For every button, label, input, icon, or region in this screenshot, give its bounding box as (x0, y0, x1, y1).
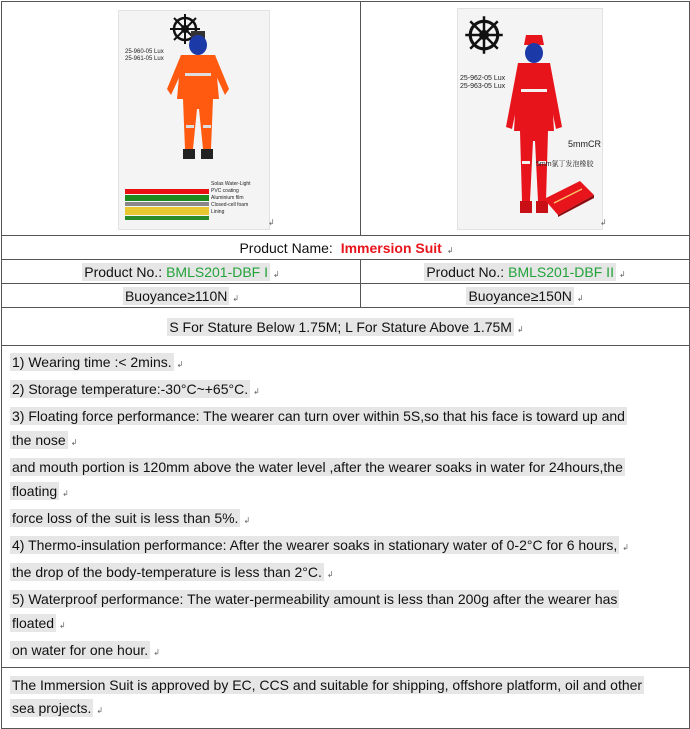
ship-wheel-logo-right (464, 15, 504, 55)
product-photo-left (118, 10, 270, 230)
material-callout-bottom: 5mm氯丁发泡橡胶 (536, 161, 594, 168)
neoprene-sample (542, 177, 596, 217)
spec-line: floating (12, 483, 58, 499)
spec-line: 5) Waterproof performance: The water-permeability amount is less than 200g after the wearer has (12, 591, 618, 607)
buoyancy-cell-2: Buoyance≥150N ↲ (361, 284, 690, 308)
product-spec-table (1, 1, 690, 729)
product-no-label-1: Product No.: (84, 263, 163, 280)
specs-cell: 1) Wearing time :< 2mins. ↲ 2) Storage temperature:-30°C~+65°C. ↲ 3) Floating force performance: The wearer can turn over within 5S,so that his face is toward up and the nose ↲ and mouth portion is 120mm above the water level ,after the wearer soaks in water for 24hours,the floating ↲ force loss of the suit is less than 5%. ↲ 4) Thermo-insulation performance: After the wearer soaks in stationary water of 0-2°C for 6 hours, ↲ the drop of the body-temperature is less than 2°C. ↲ 5) Waterproof performance: The water-permeability amount is less than 200g after the wearer has floated ↲ on water for one hour. ↲ (2, 346, 690, 668)
spec-line: on water for one hour. (12, 642, 149, 658)
product-name-value: Immersion Suit (340, 239, 442, 256)
image-cell-right (361, 2, 690, 236)
spec-line: 4) Thermo-insulation performance: After the wearer soaks in stationary water of 0-2°C for 6 hours, (12, 537, 618, 553)
product-name-label: Product Name: (239, 239, 333, 256)
product-no-value-1: BMLS201-DBF I (166, 263, 269, 280)
stature-text: S For Stature Below 1.75M; L For Stature Above 1.75M (169, 318, 512, 335)
spec-line: the nose (12, 432, 66, 448)
fabric-layers-swatch (125, 187, 209, 221)
product-photo-right (457, 8, 603, 230)
product-no-value-2: BMLS201-DBF II (508, 263, 614, 280)
buoyancy-value-2: Buoyance≥150N (468, 287, 572, 304)
spec-line: the drop of the body-temperature is less than 2°C. (12, 564, 322, 580)
model-label-right-2: 25-963-05 Lux (460, 83, 506, 90)
approval-line-1: The Immersion Suit is approved by EC, CCS and suitable for shipping, offshore platform, oil and other (12, 677, 643, 693)
model-label-left-1: 25-960-05 Lux (125, 49, 164, 55)
spec-line: force loss of the suit is less than 5%. (12, 510, 239, 526)
layer-label-2: PVC coating (211, 188, 239, 194)
approval-line-2: sea projects. (12, 700, 92, 716)
stature-row: S For Stature Below 1.75M; L For Stature Above 1.75M ↲ (2, 308, 690, 346)
orange-immersion-suit-figure (163, 29, 233, 179)
material-callout-top: 5mmCR (568, 139, 601, 149)
paragraph-mark: ↲ (600, 218, 607, 227)
spec-line: and mouth portion is 120mm above the water level ,after the wearer soaks in water for 24hours,the (12, 459, 623, 475)
spec-line: floated (12, 615, 55, 631)
image-cell-left (2, 2, 361, 236)
buoyancy-value-1: Buoyance≥110N (124, 287, 228, 304)
paragraph-mark: ↲ (268, 218, 275, 227)
approval-cell: The Immersion Suit is approved by EC, CCS and suitable for shipping, offshore platform, oil and other sea projects. ↲ (2, 668, 690, 729)
layer-label-3: Aluminium film (211, 195, 244, 201)
spec-line: 1) Wearing time :< 2mins. (12, 354, 172, 370)
layer-label-1: Solas Water-Light (211, 181, 251, 187)
model-label-right-1: 25-962-05 Lux (460, 75, 506, 82)
spec-line: 2) Storage temperature:-30°C~+65°C. (12, 381, 249, 397)
product-no-cell-1: Product No.: BMLS201-DBF I ↲ (2, 260, 361, 284)
layer-label-4: Closed-cell foam (211, 202, 249, 208)
product-name-row: Product Name: Immersion Suit ↲ (2, 236, 690, 260)
model-label-left-2: 25-961-05 Lux (125, 56, 164, 62)
product-no-cell-2: Product No.: BMLS201-DBF II ↲ (361, 260, 690, 284)
layer-label-5: Lining (211, 209, 225, 215)
spec-line: 3) Floating force performance: The wearer can turn over within 5S,so that his face is toward up and (12, 408, 625, 424)
buoyancy-cell-1: Buoyance≥110N ↲ (2, 284, 361, 308)
product-no-label-2: Product No.: (426, 263, 505, 280)
